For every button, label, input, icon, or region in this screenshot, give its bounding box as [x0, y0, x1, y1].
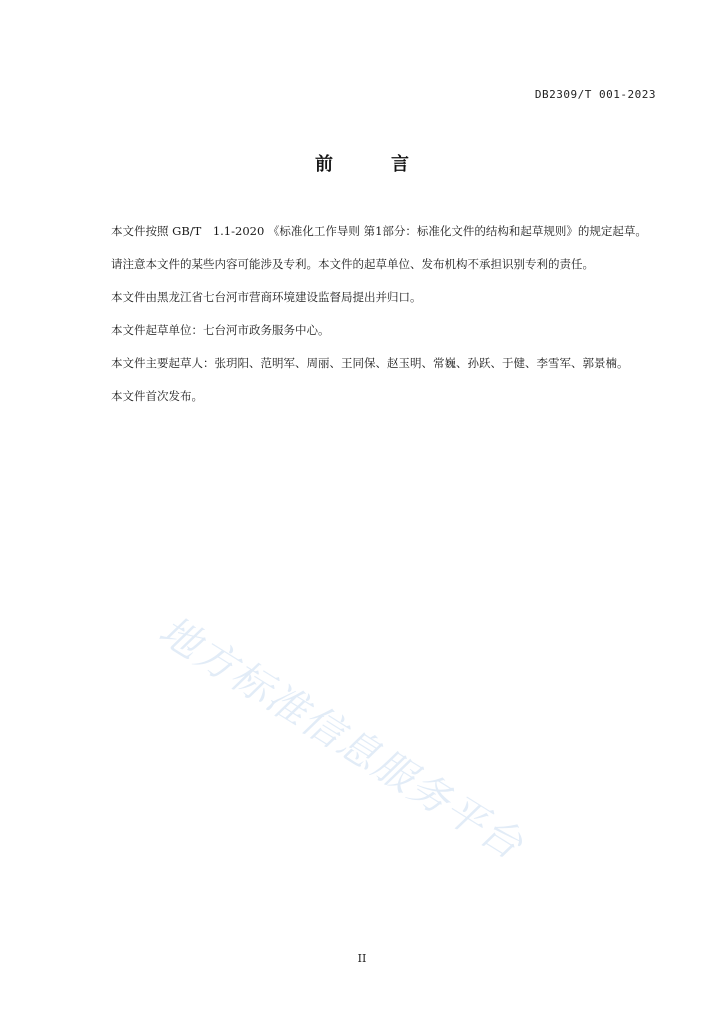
paragraph-standard-reference: 本文件按照 GB/T 1.1-2020 《标准化工作导则 第1部分：标准化文件的结构和起草规则》的规定起草。 — [111, 224, 647, 238]
paragraph-first-release: 本文件首次发布。 — [111, 389, 203, 403]
paragraph-patent-notice: 请注意本文件的某些内容可能涉及专利。本文件的起草单位、发布机构不承担识别专利的责任。 — [111, 257, 594, 271]
watermark: 地方标准信息服务平台 — [150, 607, 532, 870]
page-title: 前 言 — [315, 154, 429, 175]
paragraph-proposer: 本文件由黑龙江省七台河市营商环境建设监督局提出并归口。 — [111, 290, 422, 304]
page-number: II — [357, 952, 367, 965]
document-code: DB2309/T 001-2023 — [534, 88, 656, 101]
paragraph-drafters: 本文件主要起草人：张玥阳、范明军、周丽、王同保、赵玉明、常巍、孙跃、于健、李雪军、郭景楠。 — [111, 356, 629, 370]
foreword-body — [88, 220, 658, 418]
paragraph-drafting-unit: 本文件起草单位：七台河市政务服务中心。 — [111, 323, 330, 337]
